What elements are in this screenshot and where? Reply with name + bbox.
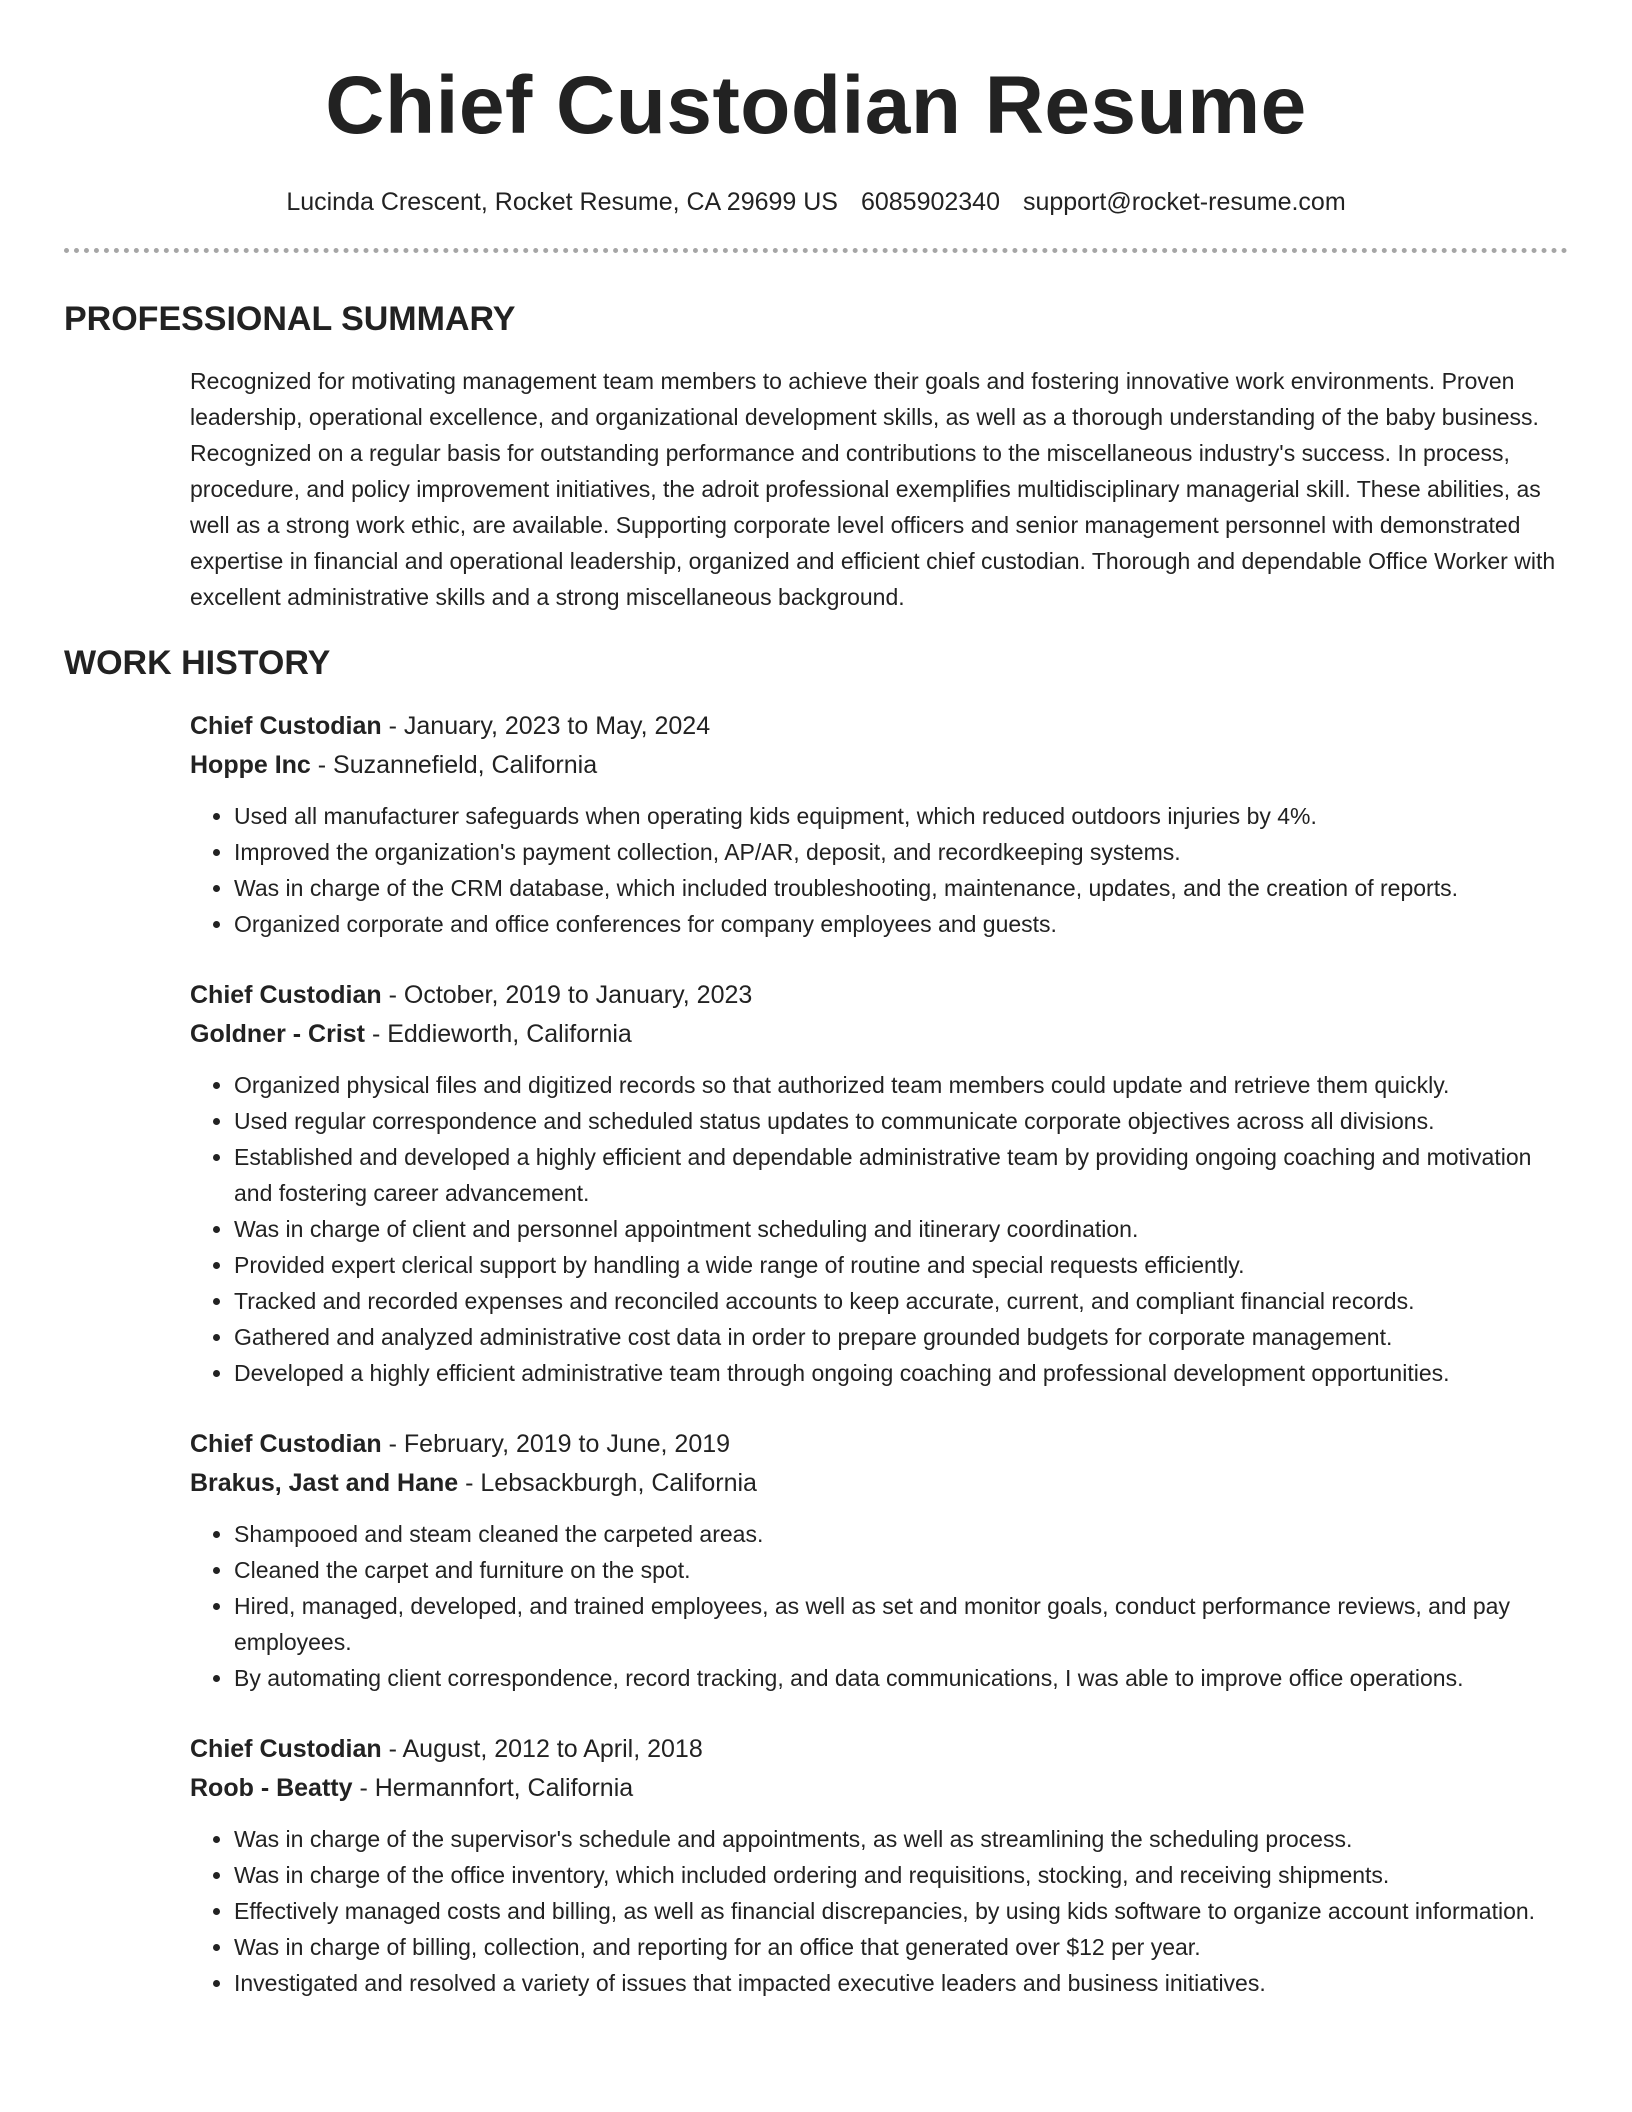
- job-location: - Eddieworth, California: [365, 1020, 632, 1048]
- job-company: Roob - Beatty: [190, 1774, 353, 1802]
- job-bullet: • Organized physical files and digitized records so that authorized team members could update and retrieve them quickly.: [234, 1067, 1568, 1103]
- job-bullet: • Gathered and analyzed administrative cost data in order to prepare grounded budgets for corporate management.: [234, 1319, 1568, 1355]
- job-bullet: • Was in charge of client and personnel appointment scheduling and itinerary coordination.: [234, 1211, 1568, 1247]
- job-bullet: • By automating client correspondence, record tracking, and data communications, I was able to improve office operations.: [234, 1660, 1568, 1696]
- job-title-line: [190, 976, 1568, 1015]
- summary-text: Recognized for motivating management team members to achieve their goals and fostering innovative work environments. Proven leadership, operational excellence, and organizational development skills, as well as a thorough understanding of the baby business. Recognized on a regular basis for outstanding performance and contributions to the miscellaneous industry's success. In process, procedure, and policy improvement initiatives, the adroit professional exemplifies multidisciplinary managerial skill. These abilities, as well as a strong work ethic, are available. Supporting corporate level officers and senior management personnel with demonstrated expertise in financial and operational leadership, organized and efficient chief custodian. Thorough and dependable Office Worker with excellent administrative skills and a strong miscellaneous background.: [190, 368, 1556, 610]
- job-company-line: [190, 1464, 1568, 1503]
- job-title: Chief Custodian: [190, 981, 382, 1009]
- job-bullet: • Was in charge of the CRM database, which included troubleshooting, maintenance, updates, and the creation of reports.: [234, 870, 1568, 906]
- job-company-line: [190, 1015, 1568, 1054]
- job-entry: [190, 976, 1568, 1391]
- job-bullet: • Tracked and recorded expenses and reconciled accounts to keep accurate, current, and compliant financial records.: [234, 1283, 1568, 1319]
- job-bullets: [190, 798, 1568, 942]
- job-bullets: [190, 1067, 1568, 1391]
- job-company: Goldner - Crist: [190, 1020, 366, 1048]
- job-dates: - August, 2012 to April, 2018: [381, 1735, 703, 1763]
- job-bullets: [190, 1821, 1568, 2001]
- job-bullet: • Was in charge of the supervisor's schedule and appointments, as well as streamlining the scheduling process.: [234, 1821, 1568, 1857]
- job-dates: - February, 2019 to June, 2019: [381, 1430, 731, 1458]
- contact-address: Lucinda Crescent, Rocket Resume, CA 29699 US: [286, 188, 838, 216]
- contact-email: support@rocket-resume.com: [1022, 188, 1346, 216]
- job-entry: [190, 1425, 1568, 1696]
- job-title: Chief Custodian: [190, 712, 382, 740]
- job-company: Brakus, Jast and Hane: [190, 1469, 459, 1497]
- job-company-line: [190, 1769, 1568, 1808]
- job-title-line: [190, 707, 1568, 746]
- job-title: Chief Custodian: [190, 1735, 382, 1763]
- work-history-list: [190, 707, 1568, 2001]
- job-bullet: • Investigated and resolved a variety of issues that impacted executive leaders and business initiatives.: [234, 1965, 1568, 2001]
- summary-heading: PROFESSIONAL SUMMARY: [64, 300, 516, 338]
- job-bullet: • Used regular correspondence and scheduled status updates to communicate corporate objectives across all divisions.: [234, 1103, 1568, 1139]
- job-title: Chief Custodian: [190, 1430, 382, 1458]
- contact-line: [64, 186, 1568, 218]
- job-bullet: • Hired, managed, developed, and trained employees, as well as set and monitor goals, conduct performance reviews, and pay employees.: [234, 1588, 1568, 1660]
- job-location: - Hermannfort, California: [352, 1774, 634, 1802]
- header-divider: [64, 248, 1568, 253]
- work-history-heading: WORK HISTORY: [64, 644, 331, 682]
- job-entry: [190, 707, 1568, 942]
- job-bullet: • Used all manufacturer safeguards when operating kids equipment, which reduced outdoors injuries by 4%.: [234, 798, 1568, 834]
- job-bullet: • Improved the organization's payment collection, AP/AR, deposit, and recordkeeping systems.: [234, 834, 1568, 870]
- job-location: - Lebsackburgh, California: [458, 1469, 757, 1497]
- job-bullet: • Was in charge of the office inventory, which included ordering and requisitions, stocking, and receiving shipments.: [234, 1857, 1568, 1893]
- job-title-line: [190, 1425, 1568, 1464]
- job-bullet: • Organized corporate and office conferences for company employees and guests.: [234, 906, 1568, 942]
- job-location: - Suzannefield, California: [310, 751, 598, 779]
- job-dates: - January, 2023 to May, 2024: [381, 712, 711, 740]
- job-bullet: • Developed a highly efficient administrative team through ongoing coaching and professional development opportunities.: [234, 1355, 1568, 1391]
- job-bullet: • Cleaned the carpet and furniture on the spot.: [234, 1552, 1568, 1588]
- job-bullets: [190, 1516, 1568, 1696]
- job-title-line: [190, 1730, 1568, 1769]
- job-bullet: • Established and developed a highly efficient and dependable administrative team by providing ongoing coaching and motivation and fostering career advancement.: [234, 1139, 1568, 1211]
- job-company-line: [190, 746, 1568, 785]
- contact-phone: 6085902340: [860, 188, 1000, 216]
- job-bullet: • Provided expert clerical support by handling a wide range of routine and special requests efficiently.: [234, 1247, 1568, 1283]
- job-dates: - October, 2019 to January, 2023: [381, 981, 753, 1009]
- job-bullet: • Was in charge of billing, collection, and reporting for an office that generated over $12 per year.: [234, 1929, 1568, 1965]
- job-bullet: • Shampooed and steam cleaned the carpeted areas.: [234, 1516, 1568, 1552]
- job-company: Hoppe Inc: [190, 751, 311, 779]
- resume-title: Chief Custodian Resume: [325, 60, 1307, 151]
- job-entry: [190, 1730, 1568, 2001]
- job-bullet: • Effectively managed costs and billing, as well as financial discrepancies, by using kids software to organize account information.: [234, 1893, 1568, 1929]
